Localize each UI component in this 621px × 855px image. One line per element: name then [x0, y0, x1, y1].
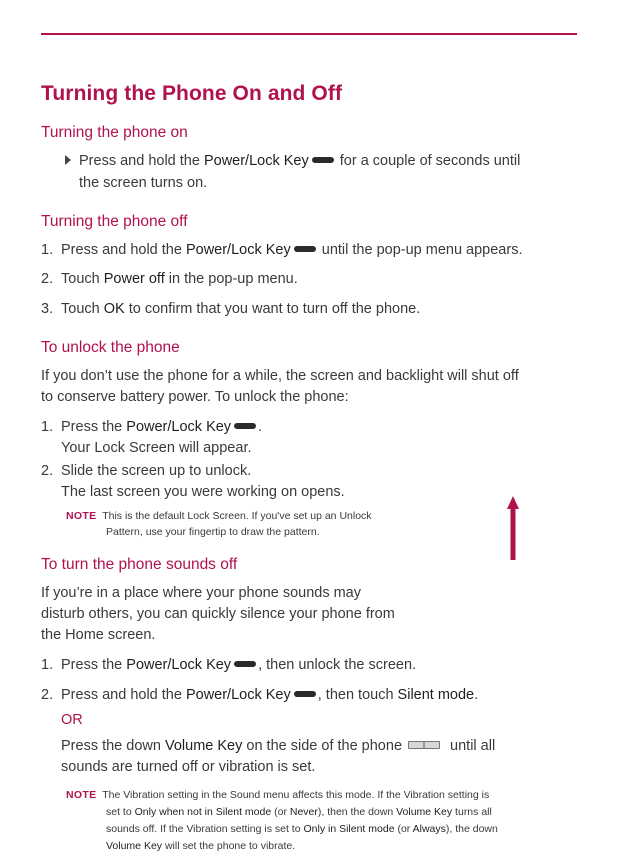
sounds-note-line-4: Volume Key will set the phone to vibrate. [106, 840, 296, 852]
phone-off-step-2: 2. Touch Power off in the pop-up menu. [41, 271, 298, 287]
sounds-note-line-2: set to Only when not in Silent mode (or Never), then the down Volume Key turns all [106, 806, 492, 818]
note-label: NOTE [66, 789, 97, 801]
sounds-paragraph-line-2: disturb others, you can quickly silence your phone from [41, 606, 395, 622]
unlock-note-line-2: Pattern, use your fingertip to draw the pattern. [106, 526, 320, 538]
sounds-paragraph-line-1: If you’re in a place where your phone sounds may [41, 585, 361, 601]
header-rule [41, 33, 577, 35]
note-label: NOTE [66, 510, 97, 522]
power-lock-key-icon [294, 691, 316, 697]
phone-on-step: Press and hold the Power/Lock Key for a couple of seconds until [65, 151, 520, 172]
power-lock-key-icon [312, 157, 334, 163]
power-lock-key-icon [294, 246, 316, 252]
page-title: Turning the Phone On and Off [41, 82, 343, 105]
swipe-up-arrow-icon [507, 496, 519, 560]
section-heading-phone-on: Turning the phone on [41, 124, 188, 141]
unlock-note-line-1: NOTE This is the default Lock Screen. If you've set up an Unlock [66, 510, 372, 522]
sounds-paragraph-line-3: the Home screen. [41, 627, 156, 643]
phone-on-step-cont: the screen turns on. [79, 175, 208, 191]
sounds-alt-line-2: sounds are turned off or vibration is set. [61, 759, 316, 775]
sounds-alt-line-1: Press the down Volume Key on the side of the phone until all [61, 738, 496, 754]
unlock-paragraph-line-1: If you don’t use the phone for a while, the screen and backlight will shut off [41, 368, 519, 384]
unlock-step-2-result: The last screen you were working on opens. [61, 484, 345, 500]
unlock-paragraph-line-2: to conserve battery power. To unlock the phone: [41, 389, 349, 405]
phone-off-step-1: 1. Press and hold the Power/Lock Key until the pop-up menu appears. [41, 242, 523, 258]
volume-key-icon [408, 741, 440, 749]
sounds-note-line-3: sounds off. If the Vibration setting is set to Only in Silent mode (or Always), the down [106, 823, 498, 835]
or-label: OR [61, 712, 83, 728]
sounds-note-line-1: NOTE The Vibration setting in the Sound menu affects this mode. If the Vibration setting is [66, 789, 490, 801]
unlock-step-1-result: Your Lock Screen will appear. [61, 440, 252, 456]
sounds-step-2: 2. Press and hold the Power/Lock Key , then touch Silent mode. [41, 687, 479, 703]
power-lock-key-icon [234, 661, 256, 667]
power-lock-key-icon [234, 423, 256, 429]
sounds-step-1: 1. Press the Power/Lock Key , then unlock the screen. [41, 657, 417, 673]
section-heading-phone-off: Turning the phone off [41, 213, 188, 230]
unlock-step-2: 2. Slide the screen up to unlock. [41, 463, 252, 479]
triangle-bullet-icon [65, 155, 71, 165]
phone-off-step-3: 3. Touch OK to confirm that you want to turn off the phone. [41, 301, 421, 317]
section-heading-sounds-off: To turn the phone sounds off [41, 556, 238, 573]
unlock-step-1: 1. Press the Power/Lock Key . [41, 419, 263, 435]
section-heading-unlock: To unlock the phone [41, 339, 180, 356]
